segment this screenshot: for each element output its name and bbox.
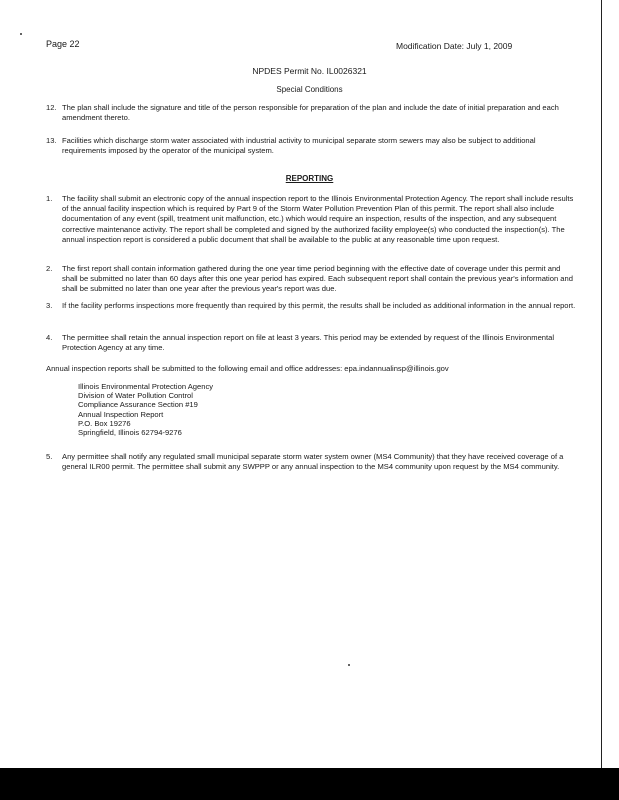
item-text: Facilities which discharge storm water associated with industrial activity to municipal separate storm sewers may also be subject to additional requirements imposed by the operator of the municipal system. <box>62 136 536 156</box>
permit-title: NPDES Permit No. IL0026321 <box>252 66 367 76</box>
mailing-address <box>78 382 213 437</box>
item-text: If the facility performs inspections more frequently than required by this permit, the results shall be included as additional information in the annual report. <box>62 301 576 310</box>
item-number: 2. <box>46 264 53 273</box>
special-conditions-heading: Special Conditions <box>276 85 343 94</box>
modification-date: Modification Date: July 1, 2009 <box>396 41 513 51</box>
address-line: P.O. Box 19276 <box>78 418 131 428</box>
scan-speck <box>348 664 350 666</box>
item-text: The plan shall include the signature and title of the person responsible for preparation of the plan and include the date of initial preparation and each amendment thereto. <box>62 103 559 123</box>
scan-speck <box>20 33 22 35</box>
item-number: 13. <box>46 136 57 145</box>
reporting-heading: REPORTING <box>285 174 334 183</box>
address-line: Compliance Assurance Section #19 <box>78 400 198 410</box>
address-line: Illinois Environmental Protection Agency <box>78 382 214 391</box>
item-text: The first report shall contain information gathered during the one year time period beginning with the effective date of coverage under this permit and shall be submitted no later than 60 days after this one year period has expired. Each subsequent report shall contain the previous year's information and shall be submitted no later than one year after the previous year's report was due. <box>62 264 573 294</box>
item-number: 5. <box>46 452 53 461</box>
address-line: Springfield, Illinois 62794-9276 <box>78 428 182 438</box>
page-number: Page 22 <box>46 39 80 49</box>
address-line: Division of Water Pollution Control <box>78 391 193 401</box>
scan-edge-line <box>601 0 602 770</box>
address-line: Annual Inspection Report <box>78 409 164 419</box>
scan-bottom-border <box>0 768 619 800</box>
item-number: 12. <box>46 103 57 112</box>
submission-instructions: Annual inspection reports shall be submitted to the following email and office addresses: epa.indannualinsp@illinois.gov <box>46 364 449 373</box>
item-text: The facility shall submit an electronic copy of the annual inspection report to the Illinois Environmental Protection Agency. The report shall include results of the annual facility inspection which is required by Part 9 of the Storm Water Pollution Prevention Plan of this permit. The report shall also include documentation of any event (spill, treatment unit malfunction, etc.) which would require an inspection, results of the inspection, and any subsequent corrective maintenance activity. The report shall be completed and signed by the authorized facility employee(s) who conducted the inspection(s). The annual inspection report is considered a public document that shall be available to the public at any reasonable time upon request. <box>62 194 574 244</box>
item-number: 3. <box>46 301 53 310</box>
item-number: 1. <box>46 194 53 203</box>
item-text: The permittee shall retain the annual inspection report on file at least 3 years. This period may be extended by request of the Illinois Environmental Protection Agency at any time. <box>62 333 555 353</box>
item-number: 4. <box>46 333 53 342</box>
item-text: Any permittee shall notify any regulated small municipal separate storm water system owner (MS4 Community) that they have received coverage of a general ILR00 permit. The permittee shall submit any SWPPP or any annual inspection to the MS4 community upon request by the MS4 community. <box>62 452 564 472</box>
